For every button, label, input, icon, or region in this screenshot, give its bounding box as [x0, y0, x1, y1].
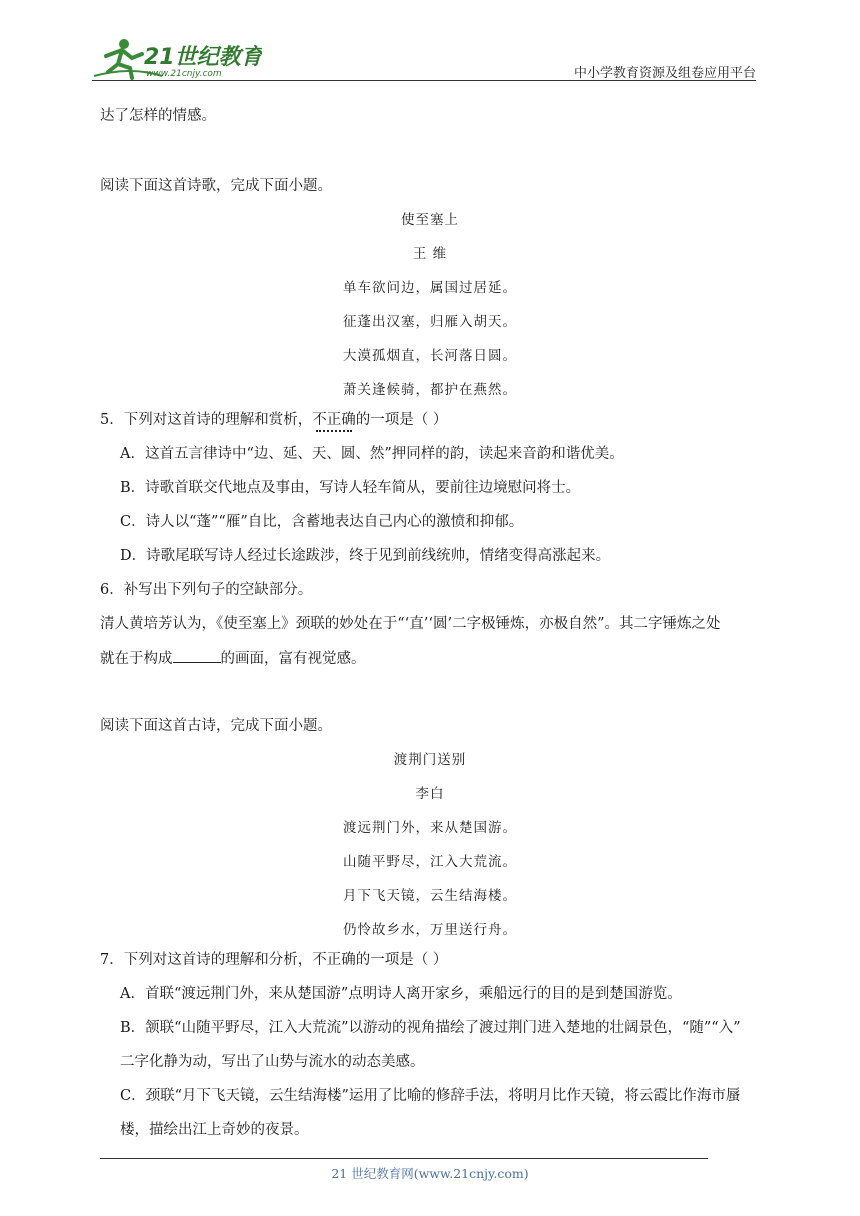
poem1-line: 征蓬出汉塞，归雁入胡天。 — [343, 314, 517, 330]
logo-url: www.21cnjy.com — [146, 69, 222, 79]
poem2-title: 渡荆门送别 — [393, 752, 467, 768]
poem1-author: 王 维 — [412, 246, 448, 262]
q7-option-c-line2: 楼，描绘出江上奇妙的夜景。 — [120, 1122, 309, 1138]
q7-option-c-line1: C．颈联“月下飞天镜，云生结海楼”运用了比喻的修辞手法，将明月比作天镜，将云霞比作海市蜃 — [120, 1088, 741, 1104]
site-logo — [92, 36, 262, 80]
q5-emphasis: 不正确 — [312, 412, 356, 428]
poem2-line: 渡远荆门外，来从楚国游。 — [343, 820, 517, 836]
q7-stem: 7．下列对这首诗的理解和分析，不正确的一项是（ ） — [100, 952, 448, 968]
q5-stem-before: 5．下列对这首诗的理解和赏析， — [100, 412, 313, 428]
q6-line1: 清人黄培芳认为，《使至塞上》颈联的妙处在于“‘直’‘圆’二字极锤炼，亦极自然”。其二字锤炼之处 — [100, 616, 721, 632]
q5-stem — [100, 410, 447, 430]
section2-intro: 阅读下面这首古诗，完成下面小题。 — [100, 718, 332, 734]
q5-option-a: A．这首五言律诗中“边、延、天、圆、然”押同样的韵，读起来音韵和谐优美。 — [120, 446, 624, 462]
q5-option-c: C．诗人以“蓬”“雁”自比，含蓄地表达自己内心的激愤和抑郁。 — [120, 514, 524, 530]
q7-option-b-line2: 二字化静为动，写出了山势与流水的动态美感。 — [120, 1054, 425, 1070]
q7-option-a: A．首联“渡远荆门外，来从楚国游”点明诗人离开家乡，乘船远行的目的是到楚国游览。 — [120, 986, 682, 1002]
continuation-text: 达了怎样的情感。 — [100, 108, 216, 124]
poem2-line: 仍怜故乡水，万里送行舟。 — [343, 922, 517, 938]
footer-link[interactable]: 21 世纪教育网(www.21cnjy.com) — [331, 1166, 529, 1181]
fill-in-blank[interactable] — [173, 648, 221, 663]
q6-line2 — [100, 648, 366, 669]
runner-logo-icon — [92, 36, 262, 80]
q5-option-d: D．诗歌尾联写诗人经过长途跋涉，终于见到前线统帅，情绪变得高涨起来。 — [120, 548, 611, 564]
section1-intro: 阅读下面这首诗歌，完成下面小题。 — [100, 178, 332, 194]
site-name: 中小学教育资源及组卷应用平台 — [573, 66, 756, 81]
q5-option-b: B．诗歌首联交代地点及事由，写诗人轻车简从，要前往边境慰问将士。 — [120, 480, 581, 496]
poem2-author: 李白 — [415, 786, 445, 802]
poem1-line: 单车欲问边，属国过居延。 — [343, 280, 517, 296]
q5-stem-after: 的一项是（ ） — [355, 412, 448, 428]
poem2-line: 月下飞天镜，云生结海楼。 — [343, 888, 517, 904]
q6-line2-before: 就在于构成 — [100, 651, 173, 667]
q6-line2-after: 的画面，富有视觉感。 — [220, 651, 366, 667]
footer-divider — [100, 1158, 708, 1159]
header-divider — [92, 80, 756, 81]
logo-text: 21世纪教育 — [144, 45, 262, 70]
poem1-title: 使至塞上 — [401, 212, 459, 228]
poem2-line: 山随平野尽，江入大荒流。 — [343, 854, 517, 870]
poem1-line: 萧关逢候骑，都护在燕然。 — [343, 382, 517, 398]
q7-option-b-line1: B．颔联“山随平野尽，江入大荒流”以游动的视角描绘了渡过荆门进入楚地的壮阔景色，“随”“入” — [120, 1020, 741, 1036]
q6-stem: 6．补写出下列句子的空缺部分。 — [100, 582, 313, 598]
poem1-line: 大漠孤烟直，长河落日圆。 — [343, 348, 517, 364]
